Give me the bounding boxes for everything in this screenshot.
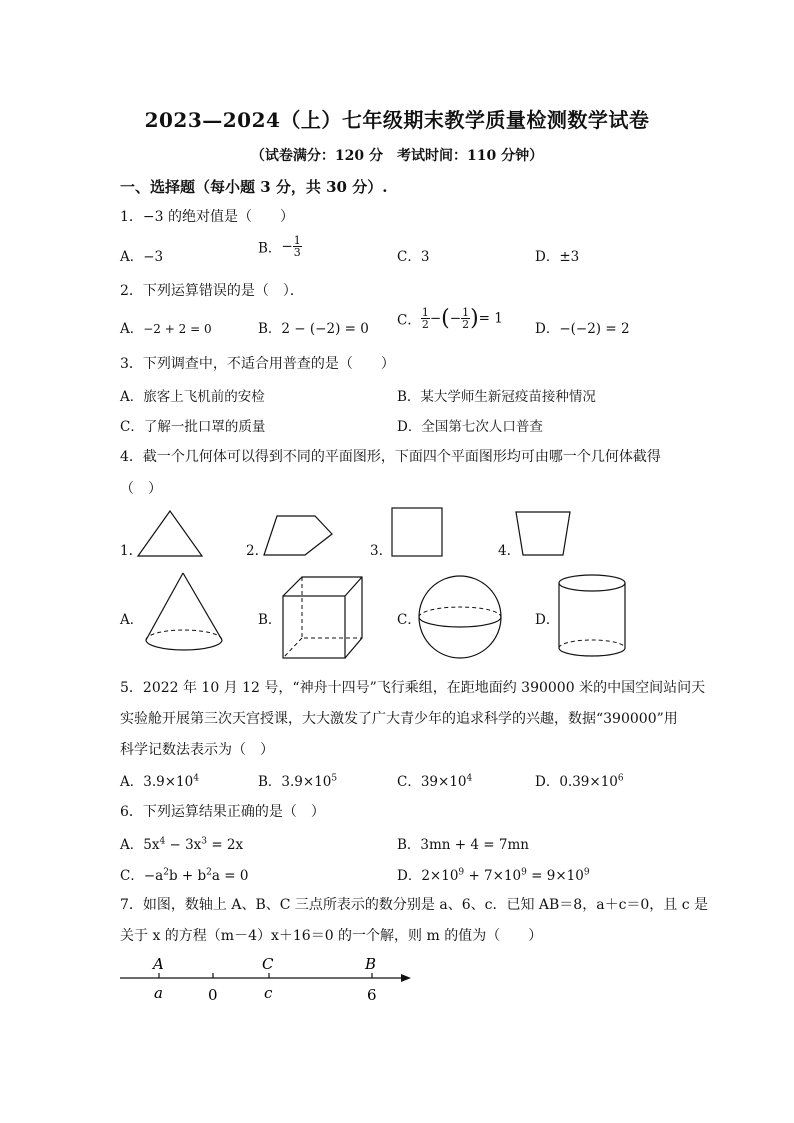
q2-stem: 2．下列运算错误的是（ ）． bbox=[120, 283, 304, 299]
q1-stem: 1．−3 的绝对值是（ ） bbox=[120, 209, 294, 225]
q5-option-d: D．$0.39\times 10^6$ bbox=[535, 773, 624, 790]
q4-stem: 4．截一个几何体可以得到不同的平面图形，下面四个平面图形均可由哪一个几何体截得 bbox=[120, 449, 661, 465]
q4-option-b-label: B． bbox=[258, 612, 282, 628]
q4-option-d-label: D． bbox=[535, 612, 560, 628]
q1-option-a: A．−3 bbox=[120, 249, 164, 265]
point-label-b: B bbox=[365, 955, 377, 973]
value-label-a: a bbox=[154, 984, 163, 1002]
q6-option-c: C．$-a^2b + b^2a = 0$ bbox=[120, 867, 249, 884]
exam-subtitle: （试卷满分：120 分 考试时间：110 分钟） bbox=[250, 148, 544, 164]
q5-line-3: 科学记数法表示为（ ） bbox=[120, 742, 274, 758]
cone-solid bbox=[140, 570, 230, 662]
q7-line-2: 关于 x 的方程（m－4）x＋16＝0 的一个解，则 m 的值为（ ） bbox=[120, 928, 543, 944]
arrow-head-icon bbox=[401, 974, 411, 982]
shape-label-4: 4. bbox=[498, 543, 511, 559]
q6-option-b: B．3mn + 4 = 7mn bbox=[397, 837, 529, 853]
shape-label-2: 2. bbox=[246, 543, 259, 559]
q5-option-a: A．$3.9\times 10^4$ bbox=[120, 773, 199, 790]
exam-title: 2023—2024（上）七年级期末教学质量检测数学试卷 bbox=[144, 108, 650, 132]
triangle-shape bbox=[135, 508, 205, 558]
q5-option-b: B．$3.9\times 10^5$ bbox=[258, 773, 338, 790]
section-heading: 一、选择题（每小题 3 分，共 30 分）. bbox=[120, 178, 388, 196]
trapezoid-shape bbox=[513, 509, 573, 557]
q2-option-a: A．−2 + 2 = 0 bbox=[120, 321, 212, 337]
q3-option-b: B．某大学师生新冠疫苗接种情况 bbox=[397, 389, 596, 405]
q2-option-c: C． $\frac{1}{2}$ −(− $\frac{1}{2}$ )= 1 bbox=[397, 306, 503, 331]
q3-stem: 3．下列调查中，不适合用普查的是（ ） bbox=[120, 356, 395, 372]
q2-option-d: D．−(−2) = 2 bbox=[535, 321, 630, 337]
cube-solid bbox=[280, 574, 365, 660]
pentagon-shape bbox=[260, 512, 335, 558]
point-label-c: C bbox=[262, 955, 274, 973]
q1-option-c: C．3 bbox=[397, 249, 430, 265]
sphere-solid bbox=[415, 572, 505, 662]
q7-line-1: 7．如图，数轴上 A、B、C 三点所表示的数分别是 a、6、c．已知 AB＝8，a＋c＝0，且 c 是 bbox=[120, 897, 709, 913]
q3-option-a: A．旅客上飞机前的安检 bbox=[120, 389, 265, 405]
q4-stem-paren: （ ） bbox=[120, 481, 162, 497]
q5-option-c: C．$39\times 10^4$ bbox=[397, 773, 473, 790]
q4-option-c-label: C． bbox=[397, 612, 421, 628]
q3-option-d: D．全国第七次人口普查 bbox=[397, 419, 543, 435]
point-label-a: A bbox=[153, 955, 164, 973]
q1-option-b: B．− $\frac{1}{3}$ bbox=[258, 234, 301, 259]
value-label-six: 6 bbox=[367, 986, 377, 1004]
q5-line-1: 5．2022 年 10 月 12 号，“神舟十四号”飞行乘组，在距地面约 390000 米的中国空间站问天 bbox=[120, 680, 706, 696]
q6-stem: 6．下列运算结果正确的是（ ） bbox=[120, 804, 325, 820]
q3-option-c: C．了解一批口罩的质量 bbox=[120, 419, 266, 435]
q1-option-d: D．±3 bbox=[535, 249, 580, 265]
shape-label-3: 3. bbox=[370, 543, 383, 559]
q5-line-2: 实验舱开展第三次天宫授课，大大激发了广大青少年的追求科学的兴趣，数据“390000”用 bbox=[120, 711, 678, 727]
q2-option-b: B．2 − (−2) = 0 bbox=[258, 321, 369, 337]
cylinder-solid bbox=[555, 572, 630, 662]
square-shape bbox=[390, 506, 445, 558]
value-label-zero: 0 bbox=[208, 986, 218, 1004]
q4-option-a-label: A． bbox=[120, 612, 144, 628]
value-label-c: c bbox=[264, 984, 273, 1002]
q6-option-a: A．$5x^4 - 3x^3 = 2x$ bbox=[120, 836, 244, 853]
shape-label-1: 1. bbox=[120, 543, 133, 559]
q6-option-d: D．$2\times 10^9 + 7\times 10^9 = 9\times 10^9$ bbox=[397, 867, 590, 884]
number-line-figure bbox=[115, 952, 415, 1004]
